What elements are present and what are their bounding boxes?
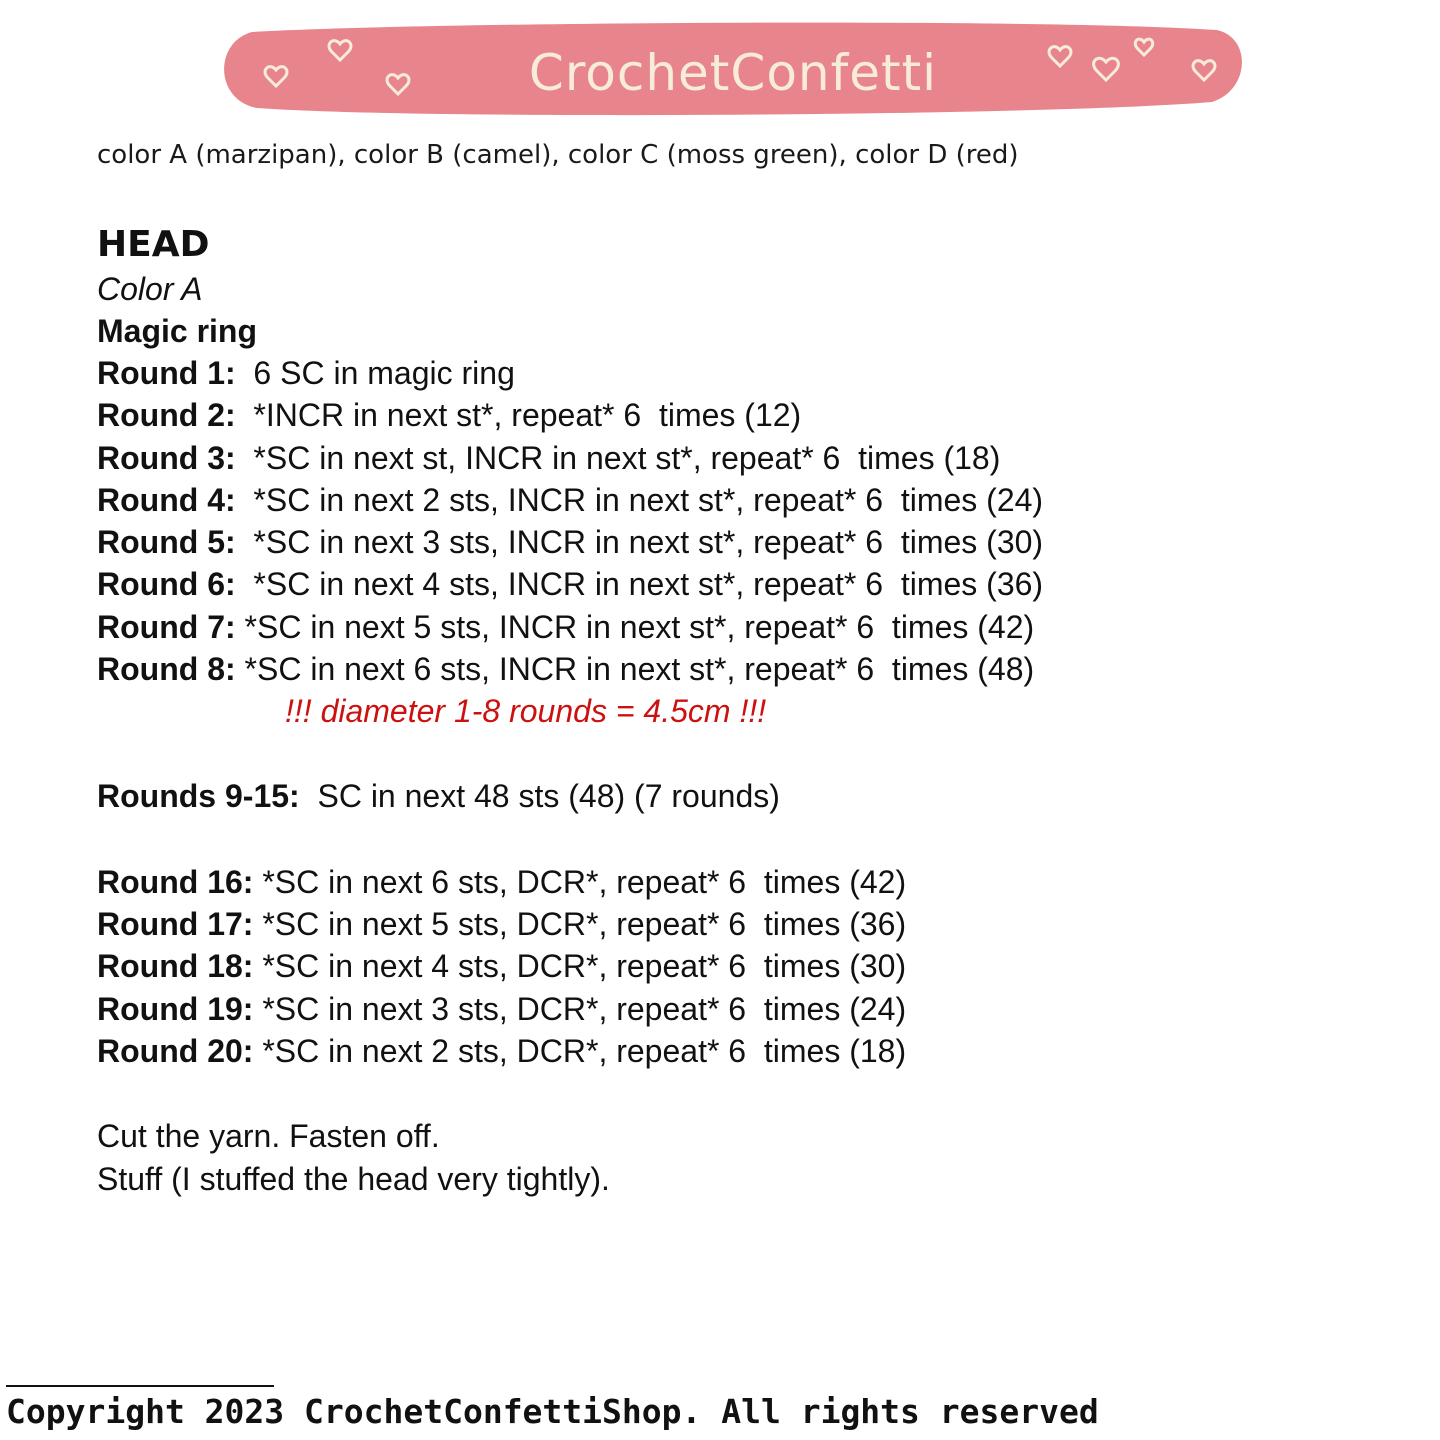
round-row [97, 437, 1397, 479]
round-label: Round 5: [97, 524, 236, 561]
round-row [97, 903, 1397, 945]
rounds-decrease [97, 861, 1397, 1072]
round-label: Round 2: [97, 397, 236, 434]
round-text: *SC in next 2 sts, INCR in next st*, repeat* 6 times (24) [235, 481, 1044, 518]
round-label: Round 17: [97, 905, 254, 942]
pattern-section-head [97, 222, 1397, 1200]
round-label: Round 4: [97, 481, 236, 518]
round-text: *SC in next 4 sts, DCR*, repeat* 6 times (30) [253, 948, 907, 985]
round-row [97, 352, 1397, 394]
round-row [97, 945, 1397, 987]
round-text: *SC in next 2 sts, DCR*, repeat* 6 times (18) [253, 1032, 907, 1069]
brand-title: CrochetConfetti [528, 44, 938, 102]
round-row [97, 563, 1397, 605]
round-label: Round 7: [97, 608, 236, 645]
color-list: color A (marzipan), color B (camel), color C (moss green), color D (red) [97, 140, 1019, 170]
section-title: HEAD [97, 224, 210, 265]
round-label: Round 19: [97, 990, 254, 1027]
finish-instruction: Cut the yarn. Fasten off. [97, 1118, 440, 1155]
round-text: *SC in next 3 sts, DCR*, repeat* 6 times (24) [253, 990, 907, 1027]
round-label: Round 16: [97, 863, 254, 900]
round-text: *SC in next st, INCR in next st*, repeat* 6 times (18) [235, 439, 1001, 476]
round-label: Round 6: [97, 566, 236, 603]
diameter-note: !!! diameter 1-8 rounds = 4.5cm !!! [285, 693, 767, 730]
round-row [97, 479, 1397, 521]
round-label: Round 18: [97, 948, 254, 985]
round-row [97, 648, 1397, 690]
rounds-increase [97, 352, 1397, 690]
stuffing-instruction: Stuff (I stuffed the head very tightly). [97, 1160, 610, 1197]
round-label: Round 1: [97, 355, 236, 391]
round-text: *SC in next 5 sts, INCR in next st*, repeat* 6 times (42) [235, 608, 1035, 645]
round-label: Rounds 9-15: [97, 778, 300, 815]
round-text: 6 SC in magic ring [235, 355, 515, 391]
round-text: *INCR in next st*, repeat* 6 times (12) [235, 397, 802, 434]
round-row [97, 988, 1397, 1030]
rounds-straight [97, 775, 1397, 817]
brand-banner [222, 20, 1244, 120]
footer-divider [6, 1385, 274, 1387]
copyright-notice: Copyright 2023 CrochetConfettiShop. All rights reserved [6, 1392, 1099, 1431]
round-label: Round 20: [97, 1032, 254, 1069]
start-instruction: Magic ring [97, 313, 258, 349]
round-row [97, 775, 1397, 817]
round-row [97, 521, 1397, 563]
round-label: Round 3: [97, 439, 236, 476]
round-text: *SC in next 3 sts, INCR in next st*, repeat* 6 times (30) [235, 524, 1044, 561]
spacer [97, 818, 1397, 861]
round-text: *SC in next 4 sts, INCR in next st*, repeat* 6 times (36) [235, 566, 1044, 603]
round-row [97, 394, 1397, 436]
round-text: *SC in next 6 sts, INCR in next st*, repeat* 6 times (48) [235, 651, 1035, 688]
round-row [97, 606, 1397, 648]
round-row [97, 861, 1397, 903]
round-text: *SC in next 5 sts, DCR*, repeat* 6 times (36) [253, 905, 907, 942]
round-row [97, 1030, 1397, 1072]
spacer [97, 1072, 1397, 1115]
round-label: Round 8: [97, 651, 236, 688]
round-text: *SC in next 6 sts, DCR*, repeat* 6 times (42) [253, 863, 907, 900]
round-text: SC in next 48 sts (48) (7 rounds) [299, 778, 780, 815]
spacer [97, 732, 1397, 775]
section-color: Color A [97, 271, 203, 307]
